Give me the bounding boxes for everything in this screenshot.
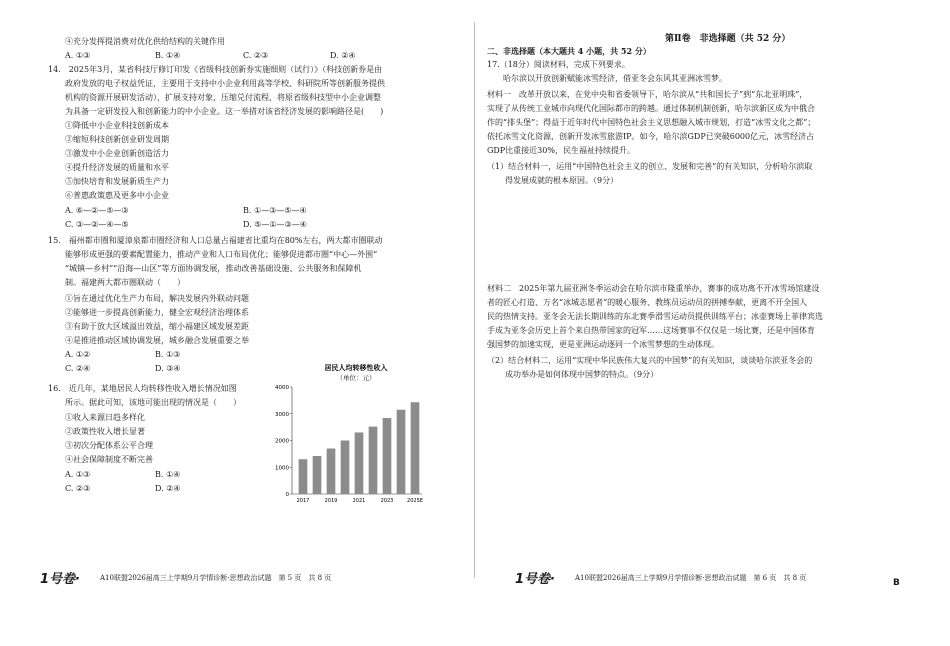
q14-item: ②缩短科技创新创业研发周期 (65, 135, 169, 144)
q16-choice-b: B. ①④ (155, 470, 181, 479)
q14-stem-line: 为具备一定研发投入和创新能力的中小企业。这一举措对该省经济发展的影响路径是( ) (65, 107, 384, 116)
q15-item: ④是推进推动区域协调发展，城乡融合发展重要之举 (65, 336, 249, 345)
chart-bar (355, 432, 364, 494)
q16-choice-d: D. ②④ (155, 484, 181, 493)
corner-mark: B (893, 578, 900, 588)
q17-2-line: （2）结合材料二，运用“实现中华民族伟大复兴的中国梦”的有关知识，谈谈哈尔滨亚冬会的 (487, 356, 813, 365)
material1-line: 实现了从传统工业城市向现代化国际都市的跨越。通过体制机制创新，哈尔滨新区成为中俄合 (487, 104, 815, 113)
chart-bar (369, 427, 378, 494)
q15-stem-line: 15. 福州都市圈和厦漳泉都市圈经济和人口总量占福建省比重均在80%左右，两大都市圈联动 (48, 236, 383, 245)
material2-line: 民的热情支持。亚冬会无法长期训练的东北赛季滑雪运动员提供训练平台；冰壶赛场上菲律宾选 (487, 312, 823, 321)
material1-line: 依托冰雪文化资源，创新开发冰雪旅游IP。如今，哈尔滨GDP已突破6000亿元，冰雪经济占 (487, 132, 815, 141)
q16-item: ③初次分配体系公平合理 (65, 441, 153, 450)
chart-bar (341, 441, 350, 495)
chart-subtitle: （单位：元） (336, 374, 376, 382)
q15-stem-line: “城镇—乡村”“沿海—山区”等方面协调发展，推动改善基础设施、公共服务和保障机 (65, 264, 362, 273)
material1-line: GDP比重接近30%，民生福祉持续提升。 (487, 146, 635, 155)
q15-choice-a: A. ①② (65, 350, 91, 359)
q13-option4: ④充分发挥提消费对优化供给结构的关键作用 (65, 37, 225, 46)
q14-choice-a: A. ⑥—②—⑤—③ (65, 206, 129, 215)
q14-stem-line: 14. 2025年3月，某省科技厅修订印发《省级科技创新券实施细则（试行）》（科技创新券是由 (48, 65, 383, 74)
chart-x-tick-label: 2017 (296, 498, 310, 504)
section-title: 第Ⅱ卷 非选择题（共 52 分） (665, 34, 791, 44)
material2-line: 手成为亚冬会历史上首个来自热带国家的冠军……这场赛事不仅仅是一场比赛，还是中国体育 (487, 326, 815, 335)
part-heading: 二、非选择题（本大题共 4 小题，共 52 分） (487, 46, 651, 56)
material2-line: 强国梦的加速实现，更是亚洲运动逐同一个冰雪梦想的生动体现。 (487, 340, 719, 349)
q15-stem-line: 能够形成更强的要素配置能力，推动产业和人口布局优化；能够促进都市圈“中心—外围” (65, 250, 378, 259)
chart-bar (397, 410, 406, 494)
q16-choice-a: A. ①③ (65, 470, 91, 479)
chart-x-tick-label: 2023 (380, 498, 394, 504)
material2-line: 材料二 2025年第九届亚洲冬季运动会在哈尔滨市隆重举办，赛事的成功离不开冰雪场馆建设 (487, 284, 820, 293)
chart-x-tick-label: 2025E (407, 498, 423, 504)
q17-1-line: 得发展成就的根本原因。（9分） (505, 176, 619, 185)
q17-header: 17.（18分）阅读材料，完成下列要求。 (487, 60, 630, 69)
q15-item: ②能够进一步提高创新能力，健全宏观经济治理体系 (65, 308, 249, 317)
q17-intro: 哈尔滨以开放创新赋能冰雪经济，借亚冬会东风其亚洲冰雪梦。 (503, 74, 727, 83)
q14-choice-b: B. ①—③—⑤—④ (243, 206, 307, 215)
q15-item: ①旨在通过优化生产力布局，解决发展内外联动问题 (65, 294, 249, 303)
chart-y-tick-label: 3000 (275, 411, 289, 418)
q13-choice-c: C. ②③ (243, 51, 269, 60)
q13-choice-d: D. ②④ (330, 51, 356, 60)
q15-choice-c: C. ②④ (65, 364, 91, 373)
q14-stem-line: 政府发放的电子权益凭证，主要用于支持中小企业利用高等学校、科研院所等创新服务提供 (65, 79, 385, 88)
chart-x-ticks (297, 498, 423, 504)
q15-choice-b: B. ①③ (155, 350, 181, 359)
q14-stem-line: 机构的资源开展研发活动），扩展支持对象，压缩兑付流程，将原省级科技型中小企业调整 (65, 93, 381, 102)
chart-title: 居民人均转移性收入 (324, 364, 388, 372)
chart-bar (299, 459, 308, 494)
q14-item: ④提升经济发展的质量和水平 (65, 163, 169, 172)
q14-item: ③激发中小企业创新创造活力 (65, 149, 169, 158)
q14-choice-c: C. ③—②—④—⑤ (65, 220, 129, 229)
q15-choice-d: D. ③④ (155, 364, 181, 373)
q13-choice-b: B. ①④ (155, 51, 181, 60)
brand-logo: 1号卷· (515, 572, 555, 587)
q15-item: ③有助于放大区域溢出效益，缩小福建区域发展差距 (65, 322, 249, 331)
q16-item: ②政策性收入增长显著 (65, 427, 145, 436)
q14-item: ⑤加快培育和发展新质生产力 (65, 177, 169, 186)
q17-2-line: 成功举办是如何体现中国梦的特点。（9分） (505, 370, 659, 379)
q14-item: ⑥普惠政策惠及更多中小企业 (65, 191, 169, 200)
q15-stem-line: 制。福建两大都市圈联动（ ） (65, 278, 185, 287)
page-footer: A10联盟2026届高三上学期9月学情诊断·思想政治试题 第 6 页 共 8 页 (575, 574, 807, 582)
q16-choice-c: C. ②③ (65, 484, 91, 493)
q14-item: ①降低中小企业科技创新成本 (65, 121, 169, 130)
q17-1-line: （1）结合材料一，运用“中国特色社会主义的创立、发展和完善”的有关知识，分析哈尔滨取 (487, 162, 813, 171)
chart-bar (327, 449, 336, 494)
q13-choice-a: A. ①③ (65, 51, 91, 60)
q16-stem-line: 所示。据此可知，该地可能出现的情况是（ ） (65, 398, 241, 407)
chart-bar (313, 456, 322, 494)
q14-choice-d: D. ⑤—①—③—④ (243, 220, 307, 229)
income-bar-chart (268, 360, 428, 510)
right-page (475, 0, 950, 646)
chart-x-tick-label: 2019 (324, 498, 338, 504)
chart-y-tick-label: 1000 (275, 465, 289, 472)
chart-y-tick-label: 4000 (275, 385, 289, 391)
material1-line: 作的“排头堡”；得益于近年时代中国特色社会主义思想融入城市规划，打造“冰雪文化之都”； (487, 118, 816, 127)
material2-line: 者的匠心打造、万名“冰城志愿者”的暖心服务、教练员运动员的拼搏奉献，更离不开全国人 (487, 298, 808, 307)
chart-y-tick-label: 0 (285, 492, 289, 498)
chart-bars (299, 402, 420, 494)
brand-logo: 1号卷· (40, 572, 80, 587)
q16-item: ①收入来源日趋多样化 (65, 413, 145, 422)
chart-x-tick-label: 2021 (352, 498, 366, 504)
page-footer: A10联盟2026届高三上学期9月学情诊断·思想政治试题 第 5 页 共 8 页 (100, 574, 332, 582)
material1-line: 材料一 改革开放以来，在党中央和省委领导下，哈尔滨从“共和国长子”到“东北亚明珠”， (487, 90, 808, 99)
chart-bar (383, 418, 392, 494)
chart-y-ticks (275, 385, 292, 498)
q16-stem-line: 16. 近几年，某地居民人均转移性收入增长情况如图 (48, 384, 237, 393)
q16-item: ④社会保障制度不断完善 (65, 455, 153, 464)
chart-bar (411, 402, 420, 494)
chart-y-tick-label: 2000 (275, 438, 289, 445)
